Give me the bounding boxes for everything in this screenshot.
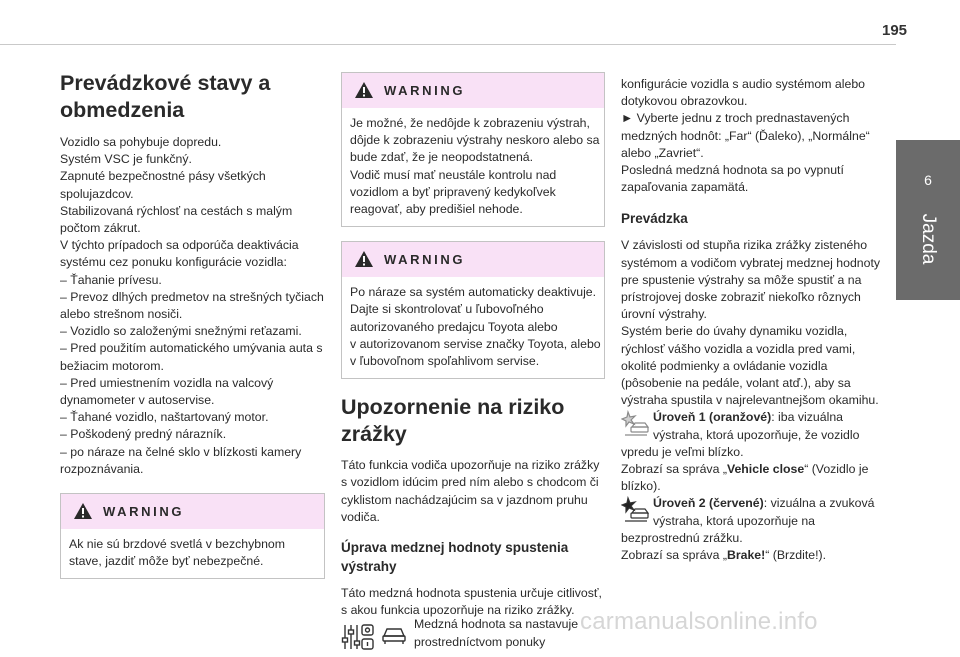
vehicle-settings-icon	[341, 622, 375, 652]
settings-caption: Medzná hodnota sa nastavuje prostredníctvom ponuky	[414, 617, 579, 649]
warning-body: Je možné, že nedôjde k zobrazeniu výstrah, dôjde k zobrazeniu výstrahy neskoro alebo sa bude zdať, že je neopodstatnená. Vodič musí mať neustále kontrolu nad vozidlom a byť pripravený kedykoľvek reagovať, aby predišiel nehode.	[350, 116, 600, 217]
right-continuation: konfigurácie vozidla s audio systémom alebo dotykovou obrazovkou. ► Vyberte jednu z troch prednastavených medzných hodnôt: „Far“ (Ďaleko), „Normálne“ alebo „Zavriet“. Posledná medzná hodnota sa po vypnutí zapaľovania zapamätá.	[621, 77, 870, 195]
warning-body: Po náraze sa systém automaticky deaktivuje. Dajte si skontrolovať u ľubovoľného autorizovaného predajcu Toyota alebo v autorizovanom servise značky Toyota, alebo v ľubovoľnom spoľahlivom servise.	[350, 285, 601, 369]
left-column	[60, 70, 325, 579]
operation-text: V závislosti od stupňa rizika zrážky zisteného systémom a vodičom vybratej medznej hodnoty pre spustenie výstrahy sa môže spustiť a na prístrojovej doske zobraziť niekoľko rôznych úrovní výstrahy. Systém berie do úvahy dynamiku vozidla, rýchlosť vášho vozidla a vozidla pred vami, okolité podmienky a ovládanie vozidla (pôsobenie na pedále, volant atď.), aby sa výstraha spustila v najrelevantnejšom okamihu.	[621, 238, 881, 408]
level-1-block: Úroveň 1 (oranžové): iba vizuálna výstraha, ktorá upozorňuje, že vozidlo vpredu je veľmi blízko. Zobrazí sa správa „Vehicle close“ (Vozidlo je blízko).	[621, 410, 869, 494]
section-tab-number: 6	[924, 172, 932, 188]
section-tab-label: Jazda	[918, 213, 939, 265]
warning-triangle-icon	[354, 81, 374, 99]
threshold-text: Táto medzná hodnota spustenia určuje citlivosť, s akou funkcia upozorňuje na riziko zrážky.	[341, 586, 602, 618]
warning-title: WARNING	[384, 252, 466, 268]
collision-alert-icon	[621, 496, 649, 524]
warning-triangle-icon	[354, 250, 374, 268]
warning-title: WARNING	[103, 504, 185, 520]
warning-body: Ak nie sú brzdové svetlá v bezchybnom stave, jazdiť môže byť nebezpečné.	[69, 537, 285, 569]
collision-warning-title: Upozornenie na riziko zrážky	[341, 395, 565, 447]
page-number: 195	[882, 22, 908, 39]
settings-icon-row	[341, 619, 605, 657]
warning-header	[61, 494, 324, 529]
warning-header	[342, 242, 604, 277]
right-column	[621, 76, 883, 564]
warning-title: WARNING	[384, 83, 466, 98]
middle-warning-box-1	[341, 72, 605, 227]
middle-warning-box-2	[341, 241, 605, 379]
middle-column	[341, 72, 605, 657]
header-rule	[0, 44, 896, 45]
warning-header	[342, 73, 604, 108]
left-warning-box	[60, 493, 325, 579]
car-icon	[381, 625, 407, 645]
collision-alert-icon	[621, 410, 649, 438]
collision-intro: Táto funkcia vodiča upozorňuje na riziko zrážky s vozidlom idúcim pred ním alebo s chodcom či cyklistom nachádzajúcim sa v jazdnom pruhu vodiča.	[341, 458, 600, 524]
section-tab-label-box	[907, 192, 947, 282]
warning-triangle-icon	[73, 502, 93, 520]
watermark: carmanualsonline.info	[580, 608, 818, 635]
operation-title: Prevádzka	[621, 211, 688, 227]
left-title: Prevádzkové stavy a obmedzenia	[60, 71, 271, 122]
left-body: Vozidlo sa pohybuje dopredu. Systém VSC je funkčný. Zapnuté bezpečnostné pásy všetkých spolujazdcov. Stabilizovaná rýchlosť na cestách s malým počtom zákrut. V týchto prípadoch sa odporúča deaktivácia systému cez ponuku konfigurácie vozidla: – Ťahanie prívesu. – Prevoz dlhých predmetov na strešných tyčiach alebo strešnom nosiči. – Vozidlo so založenými snežnými reťazami. – Pred použitím automatického umývania auta s bežiacim motorom. – Pred umiestnením vozidla na valcový dynamometer v autoservise. – Ťahané vozidlo, naštartovaný motor. – Poškodený predný nárazník. – po náraze na čelné sklo v blízkosti kamery rozpoznávania.	[60, 135, 324, 476]
section-tab	[896, 140, 960, 300]
level-2-block: Úroveň 2 (červené): vizuálna a zvuková výstraha, ktorá upozorňuje na bezprostrednú zrážku. Zobrazí sa správa „Brake!“ (Brzdite!).	[621, 496, 875, 563]
threshold-subtitle: Úprava medznej hodnoty spustenia výstrahy	[341, 540, 569, 575]
